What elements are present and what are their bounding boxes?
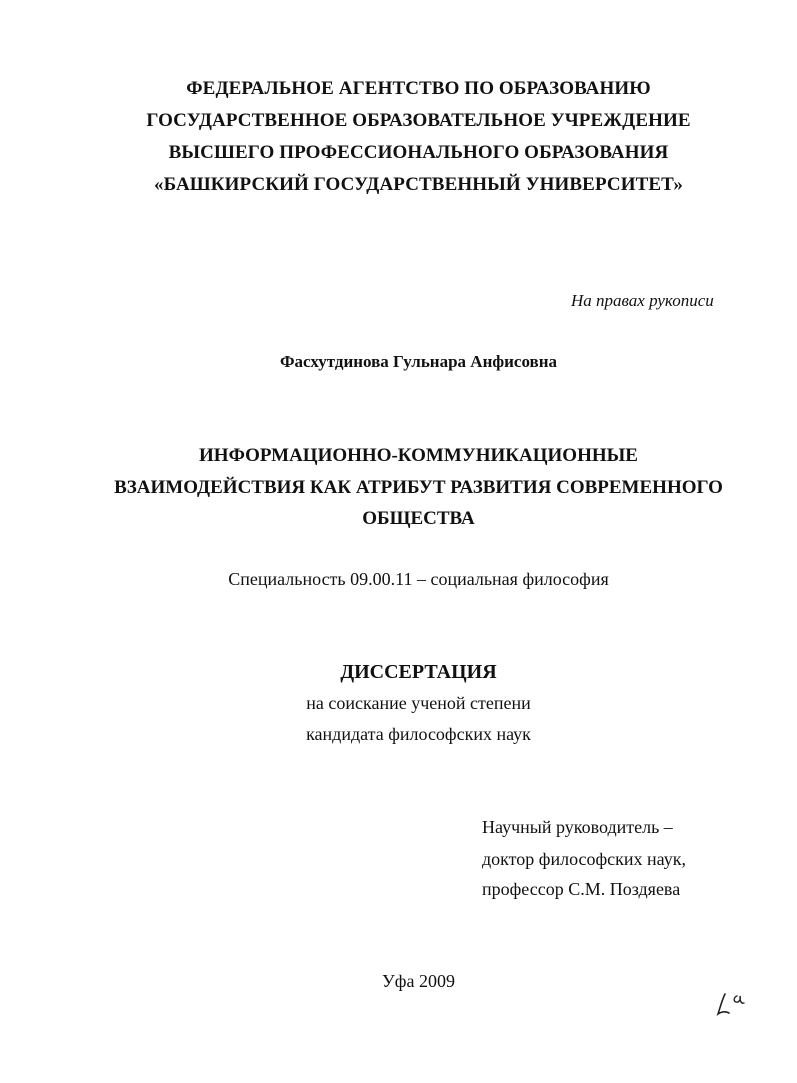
dissertation-label: ДИССЕРТАЦИЯ (340, 661, 497, 683)
handwritten-mark (712, 988, 752, 1022)
title-line-2: ВЗАИМОДЕЙСТВИЯ КАК АТРИБУТ РАЗВИТИЯ СОВРЕМЕННОГО (114, 477, 723, 498)
title-line-3: ОБЩЕСТВА (362, 508, 475, 529)
supervisor-line-1: Научный руководитель – (482, 817, 673, 837)
city-year: Уфа 2009 (382, 971, 455, 991)
degree-line-1: на соискание ученой степени (306, 693, 531, 713)
header-line-agency: ФЕДЕРАЛЬНОЕ АГЕНТСТВО ПО ОБРАЗОВАНИЮ (186, 78, 651, 99)
rights-note: На правах рукописи (571, 291, 714, 310)
header-line-university-name: «БАШКИРСКИЙ ГОСУДАРСТВЕННЫЙ УНИВЕРСИТЕТ» (153, 174, 684, 195)
header-line-institution-type: ГОСУДАРСТВЕННОЕ ОБРАЗОВАТЕЛЬНОЕ УЧРЕЖДЕНИЕ (146, 110, 691, 131)
title-line-1: ИНФОРМАЦИОННО-КОММУНИКАЦИОННЫЕ (199, 445, 638, 466)
author-name: Фасхутдинова Гульнара Анфисовна (279, 352, 558, 371)
supervisor-line-3: профессор С.М. Поздяева (482, 879, 681, 899)
header-line-education-level: ВЫСШЕГО ПРОФЕССИОНАЛЬНОГО ОБРАЗОВАНИЯ (168, 142, 669, 163)
degree-line-2: кандидата философских наук (306, 724, 531, 744)
supervisor-line-2: доктор философских наук, (482, 849, 686, 869)
specialty-line: Специальность 09.00.11 – социальная философия (228, 569, 609, 589)
